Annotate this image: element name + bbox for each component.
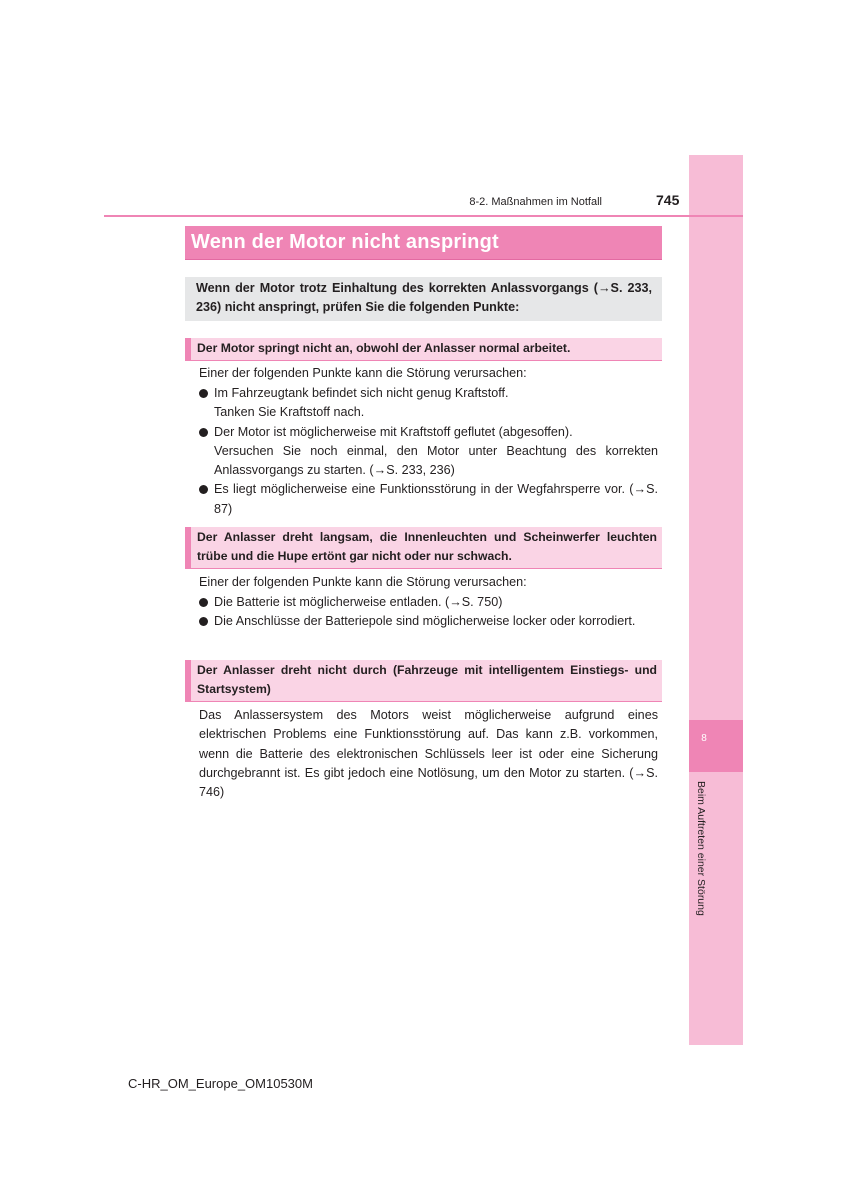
- section-1-heading: Der Motor springt nicht an, obwohl der Anlasser normal arbeitet.: [197, 341, 571, 355]
- section-2-lead: Einer der folgenden Punkte kann die Störung verursachen:: [199, 575, 527, 589]
- section-1-list: [199, 384, 658, 519]
- page-title-bar: [185, 226, 662, 260]
- intro-box: [185, 277, 662, 321]
- page-title: Wenn der Motor nicht anspringt: [191, 231, 499, 253]
- bullet-icon: [199, 389, 208, 398]
- bullet-icon: [199, 617, 208, 626]
- section-1-heading-bar: [185, 338, 662, 361]
- header-section: 8-2. Maßnahmen im Notfall: [469, 196, 602, 208]
- section-1-lead: Einer der folgenden Punkte kann die Störung verursachen:: [199, 366, 527, 380]
- chapter-label: Beim Auftreten einer Störung: [695, 781, 707, 916]
- list-item: Die Anschlüsse der Batteriepole sind möglicherweise locker oder korrodiert.: [199, 612, 658, 631]
- section-2-list: [199, 593, 658, 632]
- section-2-heading: Der Anlasser dreht langsam, die Innenleuchten und Scheinwerfer leuchten trübe und die Hupe ertönt gar nicht oder nur schwach.: [197, 530, 657, 563]
- page-number: 745: [656, 192, 680, 208]
- list-item: Im Fahrzeugtank befindet sich nicht genug Kraftstoff. Tanken Sie Kraftstoff nach.: [199, 384, 658, 423]
- list-item: Es liegt möglicherweise eine Funktionsstörung in der Wegfahrsperre vor. (→S. 87): [199, 480, 658, 519]
- header-divider: [104, 215, 743, 217]
- chapter-tab-active: [689, 720, 743, 772]
- list-item: Die Batterie ist möglicherweise entladen. (→S. 750): [199, 593, 658, 612]
- section-2-heading-bar: [185, 527, 662, 569]
- section-3-heading: Der Anlasser dreht nicht durch (Fahrzeuge mit intelligentem Einstiegs- und Startsystem): [197, 663, 657, 696]
- section-3-paragraph: Das Anlassersystem des Motors weist möglicherweise aufgrund eines elektrischen Problems eine Funktionsstörung auf. Das kann z.B. vorkommen, wenn die Batterie des elektronischen Schlüssels leer ist oder eine Sicherung durchgebrannt ist. Es gibt jedoch eine Notlösung, um den Motor zu starten. (→S. 746): [199, 708, 658, 800]
- section-3-heading-bar: [185, 660, 662, 702]
- document-code: C-HR_OM_Europe_OM10530M: [128, 1076, 313, 1091]
- bullet-icon: [199, 485, 208, 494]
- list-item: Der Motor ist möglicherweise mit Kraftstoff geflutet (abgesoffen). Versuchen Sie noch einmal, den Motor unter Beachtung des korrekten Anlassvorgangs zu starten. (→S. 233, 236): [199, 423, 658, 481]
- bullet-icon: [199, 598, 208, 607]
- intro-text: Wenn der Motor trotz Einhaltung des korrekten Anlassvorgangs (→S. 233, 236) nicht anspringt, prüfen Sie die folgenden Punkte:: [196, 281, 652, 314]
- chapter-number: 8: [701, 733, 707, 744]
- bullet-icon: [199, 428, 208, 437]
